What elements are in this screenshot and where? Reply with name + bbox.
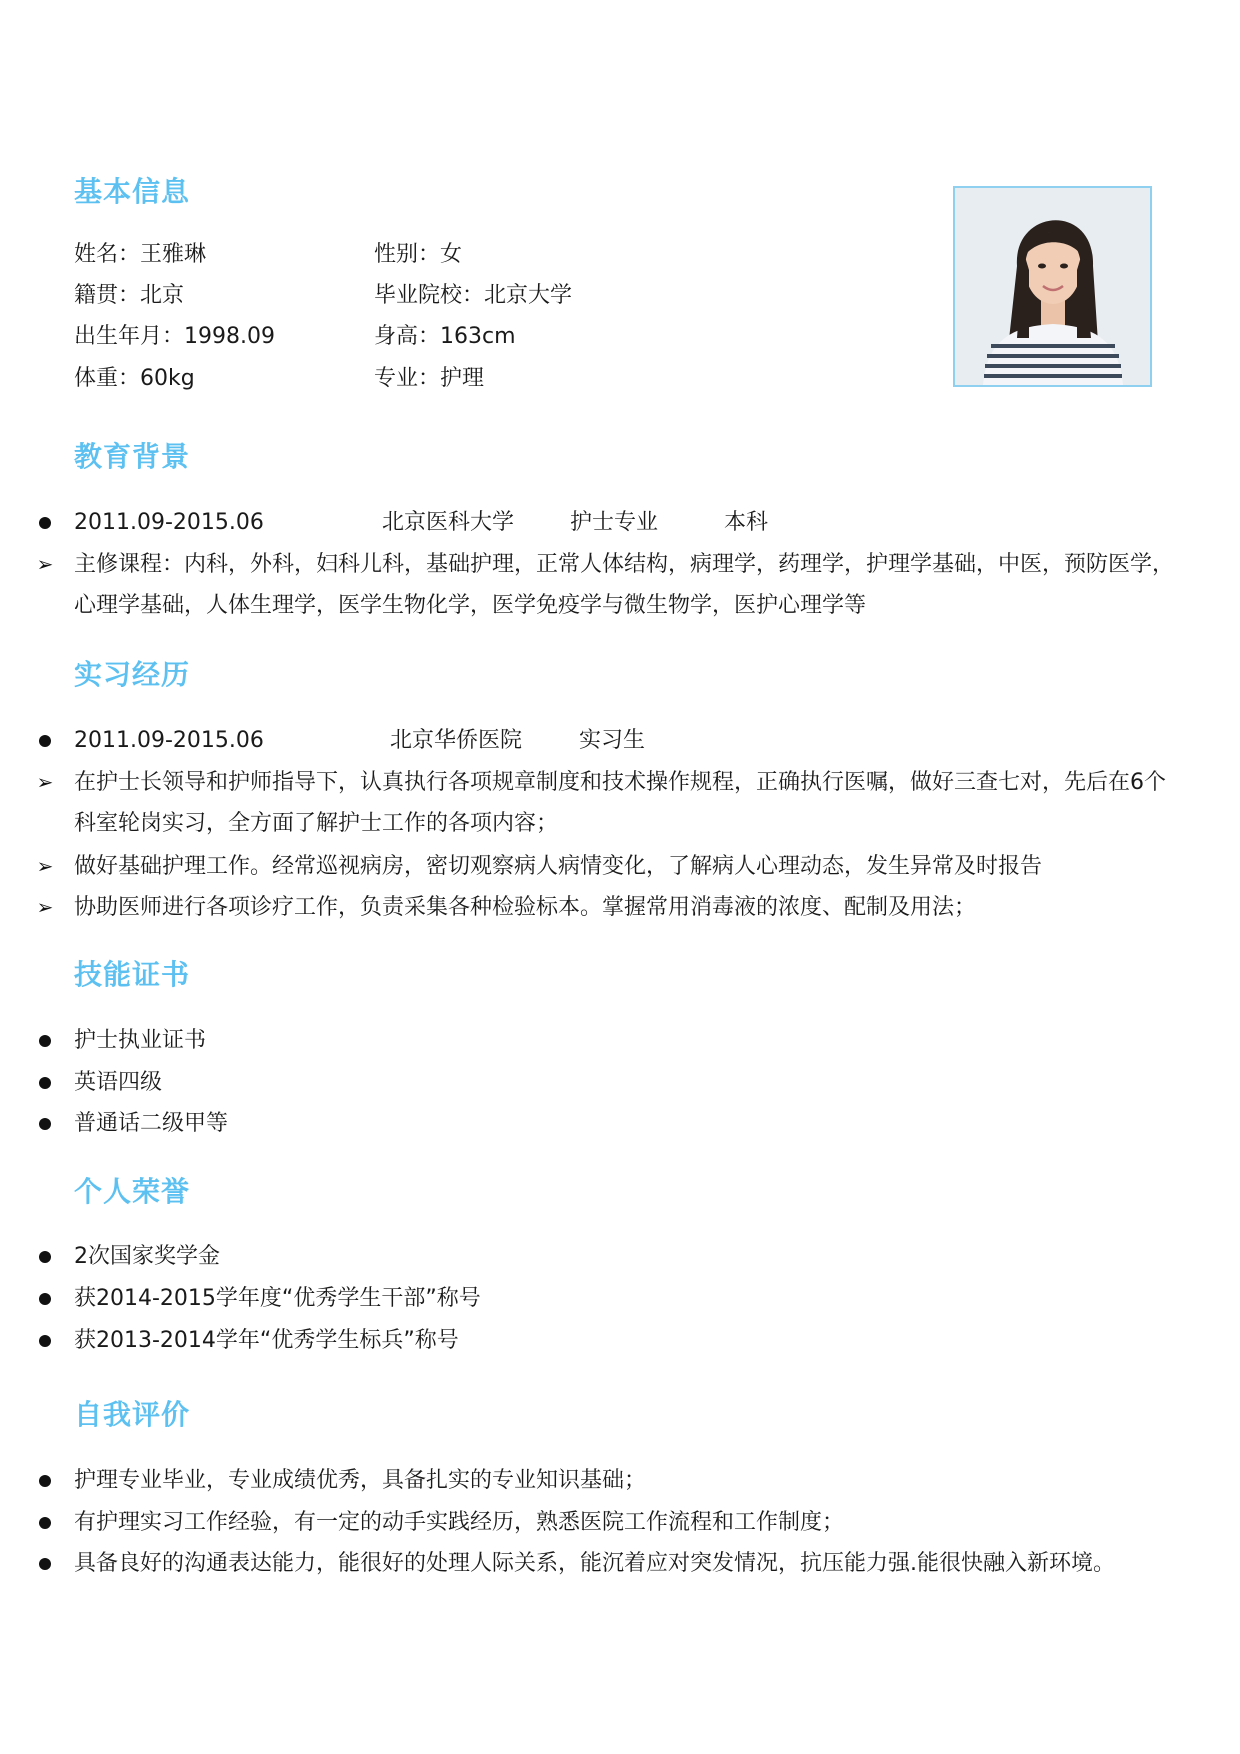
bullet-arrow-icon: ➢ — [36, 895, 54, 919]
internship-role: 实习生 — [579, 728, 646, 753]
skill-text: 普通话二级甲等 — [74, 1111, 229, 1136]
section-title-honors: 个人荣誉 — [74, 1175, 191, 1208]
education-degree: 本科 — [724, 510, 769, 535]
gender-field: 性别：女 — [374, 242, 463, 267]
section-title-skills: 技能证书 — [74, 958, 191, 991]
skill-text: 护士执业证书 — [74, 1028, 207, 1053]
profile-photo — [953, 186, 1152, 387]
section-title-internship: 实习经历 — [74, 658, 191, 691]
bullet-dot-icon — [32, 1236, 58, 1277]
bullet-dot-icon — [32, 1103, 58, 1144]
honor-text: 2次国家奖学金 — [74, 1244, 220, 1269]
major-field: 专业：护理 — [374, 366, 485, 391]
education-school: 北京医科大学 — [382, 510, 515, 535]
bullet-arrow-icon: ➢ — [36, 552, 54, 576]
education-period: 2011.09-2015.06 — [74, 510, 264, 535]
section-title-education: 教育背景 — [74, 440, 191, 473]
bullet-dot-icon — [32, 502, 58, 543]
section-title-basic-info: 基本信息 — [74, 175, 191, 208]
honor-text: 获2013-2014学年“优秀学生标兵”称号 — [74, 1328, 459, 1353]
internship-hospital: 北京华侨医院 — [390, 728, 523, 753]
height-field: 身高：163cm — [374, 324, 516, 349]
bullet-dot-icon — [32, 720, 58, 761]
internship-item-text: 协助医师进行各项诊疗工作，负责采集各种检验标本。掌握常用消毒液的浓度、配制及用法； — [74, 895, 977, 920]
bullet-dot-icon — [32, 1020, 58, 1061]
bullet-arrow-icon: ➢ — [36, 770, 54, 794]
bullet-dot-icon — [32, 1502, 58, 1543]
self-eval-text: 有护理实习工作经验，有一定的动手实践经历，熟悉医院工作流程和工作制度； — [74, 1510, 845, 1535]
education-major: 护士专业 — [570, 510, 659, 535]
internship-period: 2011.09-2015.06 — [74, 728, 264, 753]
bullet-dot-icon — [32, 1320, 58, 1361]
courses-text: 主修课程：内科，外科，妇科儿科，基础护理，正常人体结构，病理学，药理学，护理学基础，中医，预防医学，心理学基础，人体生理学，医学生物化学，医学免疫学与微生物学，医护心理学等 — [74, 552, 1175, 618]
portrait-illustration — [955, 188, 1150, 385]
bullet-dot-icon — [32, 1460, 58, 1501]
birth-field: 出生年月：1998.09 — [74, 324, 275, 349]
bullet-arrow-icon: ➢ — [36, 854, 54, 878]
weight-field: 体重：60kg — [74, 366, 195, 391]
section-title-self-evaluation: 自我评价 — [74, 1398, 191, 1431]
self-eval-text: 护理专业毕业，专业成绩优秀，具备扎实的专业知识基础； — [74, 1468, 647, 1493]
bullet-dot-icon — [32, 1543, 58, 1584]
bullet-dot-icon — [32, 1278, 58, 1319]
internship-item-text: 在护士长领导和护师指导下，认真执行各项规章制度和技术操作规程，正确执行医嘱，做好三查七对，先后在6个科室轮岗实习，全方面了解护士工作的各项内容； — [74, 770, 1167, 836]
self-eval-text: 具备良好的沟通表达能力，能很好的处理人际关系，能沉着应对突发情况，抗压能力强.能很快融入新环境。 — [74, 1551, 1115, 1576]
hometown-field: 籍贯：北京 — [74, 283, 185, 308]
honor-text: 获2014-2015学年度“优秀学生干部”称号 — [74, 1286, 481, 1311]
name-field: 姓名：王雅琳 — [74, 242, 207, 267]
school-field: 毕业院校：北京大学 — [374, 283, 573, 308]
bullet-dot-icon — [32, 1062, 58, 1103]
internship-item-text: 做好基础护理工作。经常巡视病房，密切观察病人病情变化，了解病人心理动态，发生异常及时报告 — [74, 854, 1043, 879]
skill-text: 英语四级 — [74, 1070, 163, 1095]
